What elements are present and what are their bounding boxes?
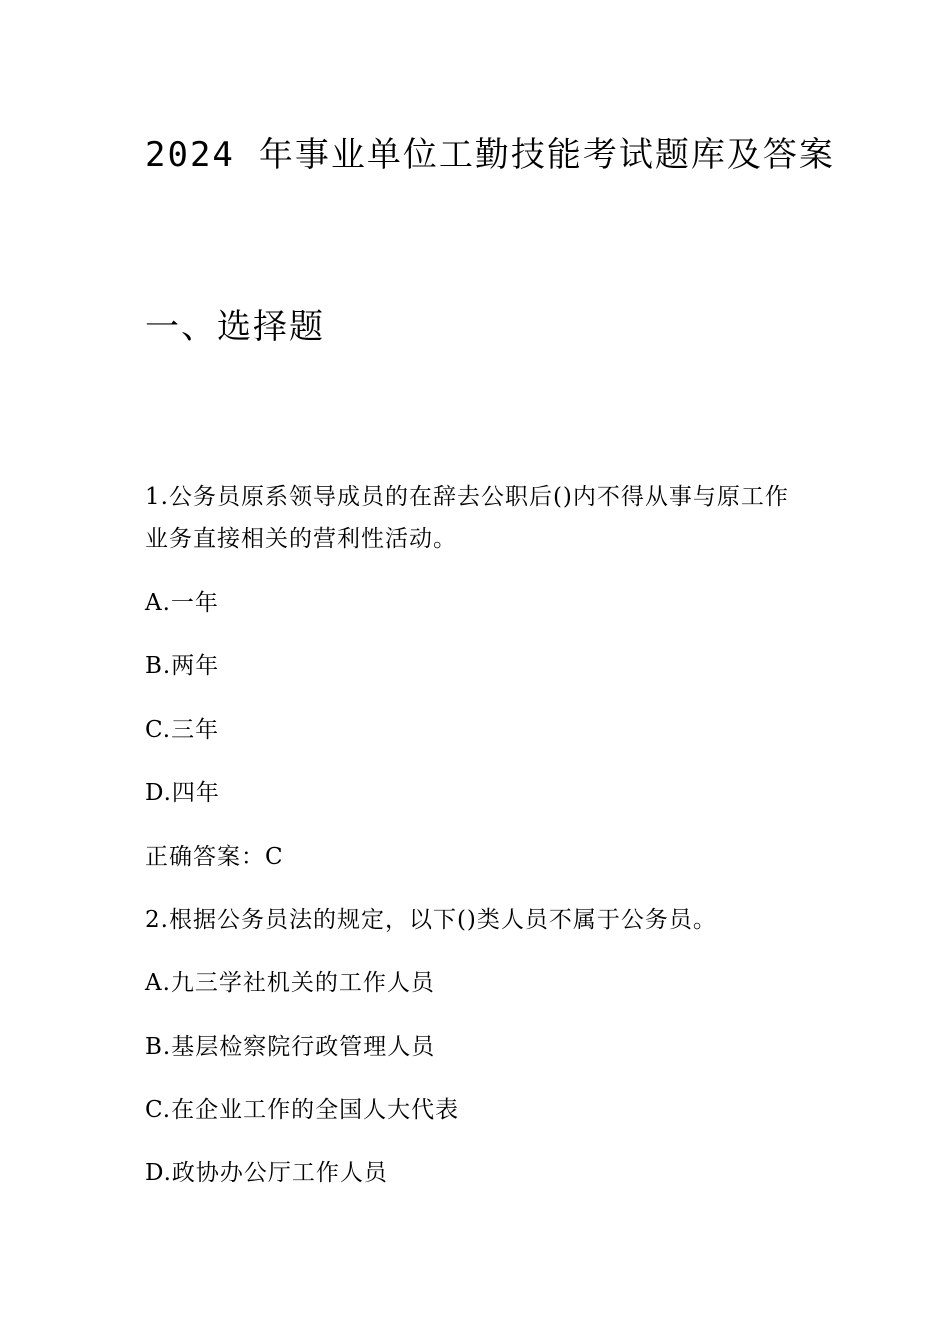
title-text: 年事业单位工勤技能考试题库及答案 (258, 135, 835, 175)
question-2-option-b: B.基层检察院行政管理人员 (145, 1034, 436, 1060)
question-1-option-d: D.四年 (145, 780, 220, 806)
question-2-option-a: A.九三学社机关的工作人员 (145, 970, 435, 996)
question-2-option-d: D.政协办公厅工作人员 (145, 1160, 388, 1186)
section-heading: 一、选择题 (145, 307, 325, 347)
document-title (145, 130, 835, 180)
question-1-stem-line-2: 业务直接相关的营利性活动。 (145, 526, 457, 552)
question-2-stem-line-1: 2.根据公务员法的规定，以下()类人员不属于公务员。 (145, 907, 717, 933)
question-1-stem-line-1: 1.公务员原系领导成员的在辞去公职后()内不得从事与原工作 (145, 484, 789, 510)
question-2-option-c: C.在企业工作的全国人大代表 (145, 1097, 460, 1123)
question-1-answer: 正确答案：C (145, 844, 284, 870)
title-year: 2024 (145, 135, 235, 175)
question-1-option-a: A.一年 (145, 590, 219, 616)
question-1-option-c: C.三年 (145, 717, 220, 743)
question-1-option-b: B.两年 (145, 653, 220, 679)
